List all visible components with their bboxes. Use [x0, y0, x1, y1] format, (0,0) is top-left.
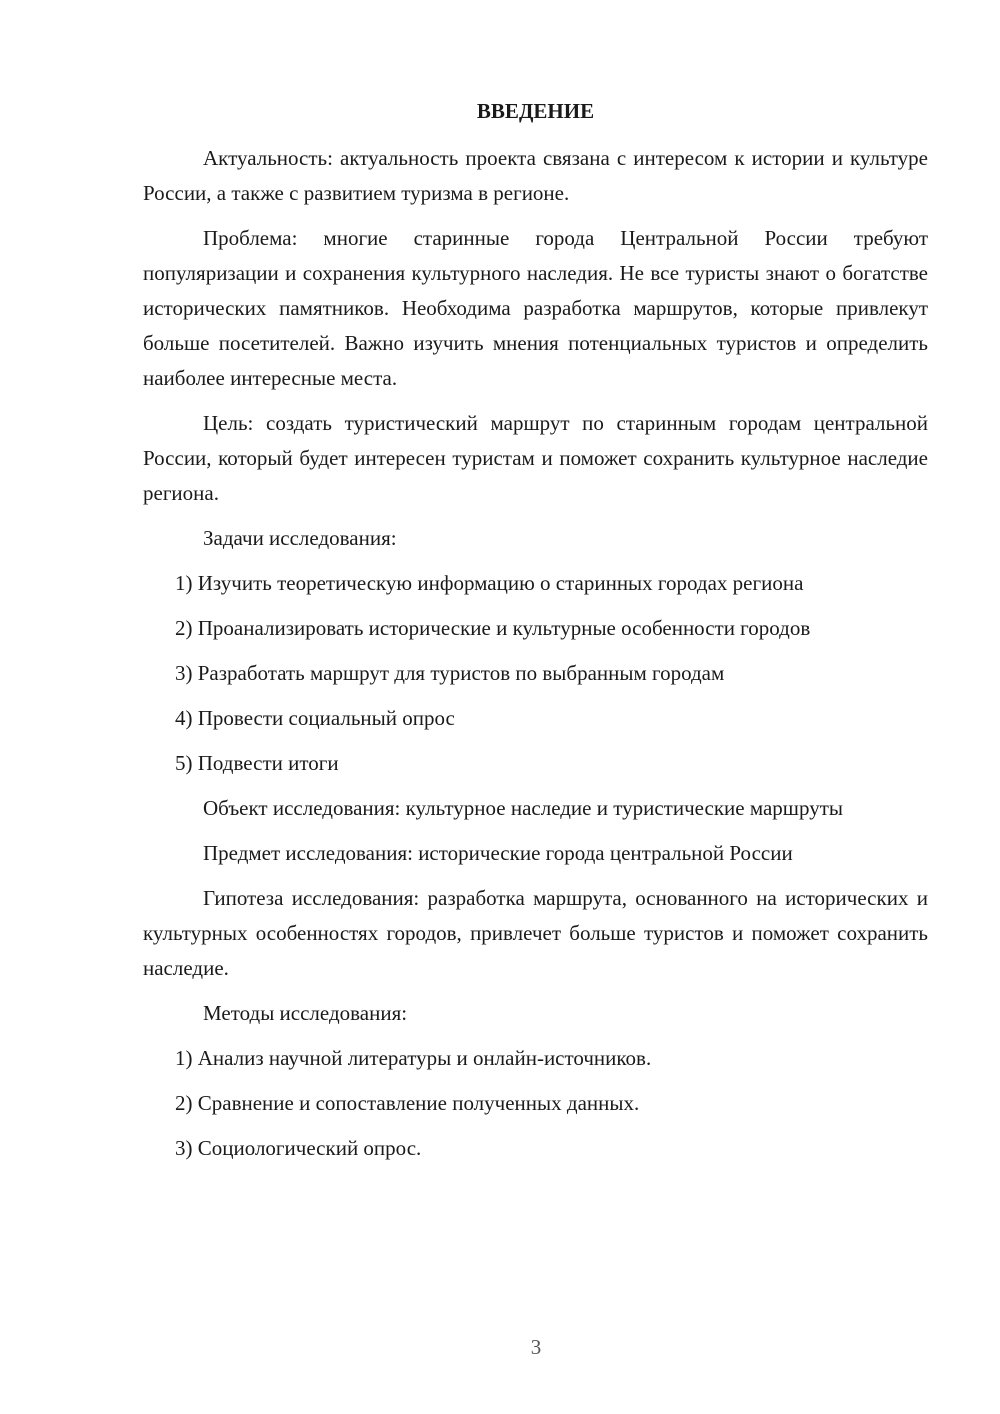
paragraph-methods-title: Методы исследования:: [203, 1001, 408, 1025]
list-item-task-5: 5) Подвести итоги: [175, 751, 339, 775]
list-item-method-1: 1) Анализ научной литературы и онлайн-источников.: [175, 1046, 652, 1070]
list-item-method-3: 3) Социологический опрос.: [175, 1136, 422, 1160]
paragraph-subject: Предмет исследования: исторические города центральной России: [203, 841, 793, 865]
page-number: 3: [530, 1335, 542, 1359]
list-item-task-4: 4) Провести социальный опрос: [175, 706, 455, 730]
list-item-task-2: 2) Проанализировать исторические и культурные особенности городов: [175, 616, 811, 640]
list-item-task-3: 3) Разработать маршрут для туристов по выбранным городам: [175, 661, 725, 685]
list-item-method-2: 2) Сравнение и сопоставление полученных данных.: [175, 1091, 640, 1115]
page-content: [143, 94, 928, 1176]
list-item-task-1: 1) Изучить теоретическую информацию о старинных городах региона: [175, 571, 804, 595]
paragraph-hypothesis: Гипотеза исследования: разработка маршрута, основанного на исторических и культурных особенностях городов, привлечет больше туристов и поможет сохранить наследие.: [143, 886, 928, 980]
paragraph-relevance: Актуальность: актуальность проекта связана с интересом к истории и культуре России, а также с развитием туризма в регионе.: [143, 146, 928, 205]
paragraph-tasks-title: Задачи исследования:: [203, 526, 397, 550]
paragraph-problem: Проблема: многие старинные города Центральной России требуют популяризации и сохранения культурного наследия. Не все туристы знают о богатстве исторических памятников. Необходима разработка маршрутов, которые привлекут больше посетителей. Важно изучить мнения потенциальных туристов и определить наиболее интересные места.: [143, 226, 928, 390]
section-heading: ВВЕДЕНИЕ: [476, 99, 595, 123]
paragraph-goal: Цель: создать туристический маршрут по старинным городам центральной России, который будет интересен туристам и поможет сохранить культурное наследие региона.: [143, 411, 928, 505]
paragraph-object: Объект исследования: культурное наследие и туристические маршруты: [203, 796, 843, 820]
